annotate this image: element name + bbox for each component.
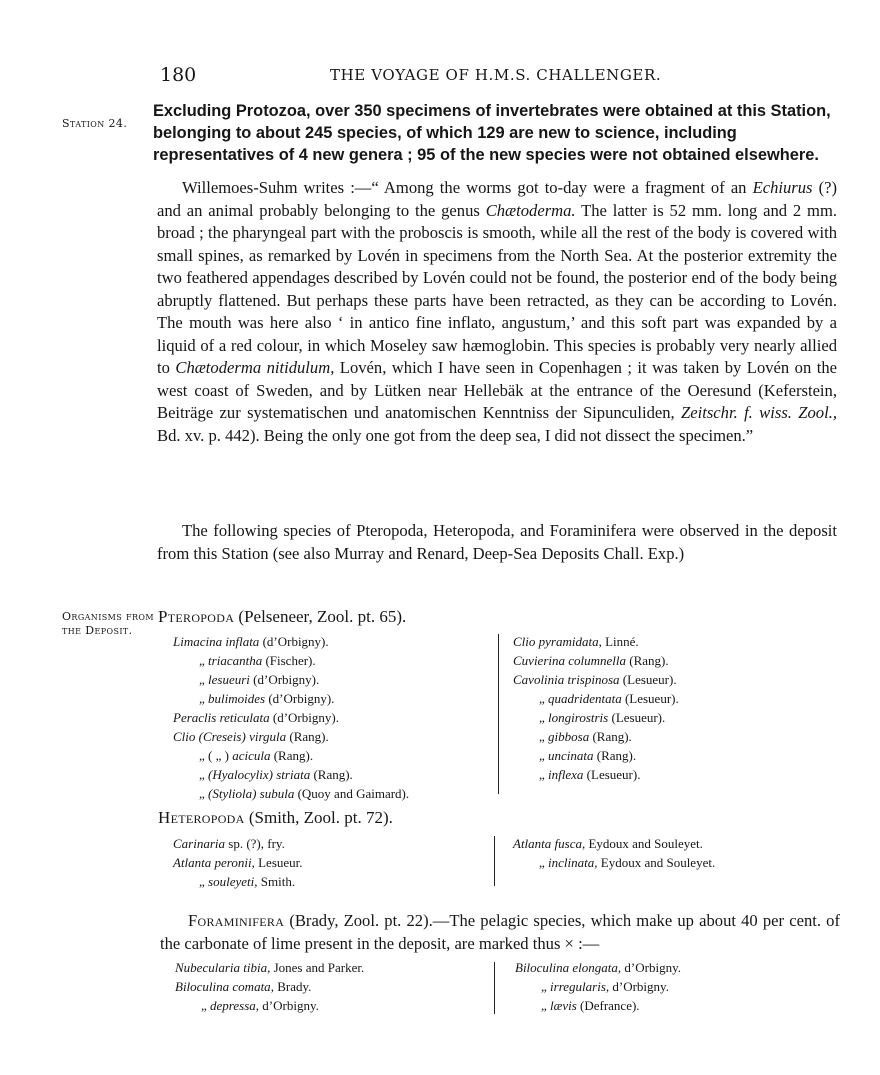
species-entry [513,834,715,853]
ditto-prefix: „ [199,874,209,889]
heading-ref: (Pelseneer, Zool. pt. 65). [234,607,407,626]
species-author: , Jones and Parker. [267,960,365,975]
species-name: Limacina inflata [173,634,260,649]
species-author: , Eydoux and Souleyet. [594,855,716,870]
ditto-prefix: „ [541,979,551,994]
ditto-prefix: „ [199,672,209,687]
species-entry [173,727,409,746]
species-author: (Defrance). [576,998,640,1013]
species-name: Cavolinia trispinosa [513,672,620,687]
heteropoda-left-list [173,834,303,891]
margin-note-line: Organisms from [62,610,154,623]
species-author: , Smith. [254,874,296,889]
species-name: Nubecularia tibia [175,960,268,975]
species-entry [513,670,679,689]
species-author: (Lesueur). [619,672,677,687]
foraminifera-paragraph [160,910,840,955]
species-entry [173,689,409,708]
ditto-prefix: „ [541,998,551,1013]
species-name: bulimoides [208,691,266,706]
species-author: , Lesueur. [251,855,303,870]
species-entry [513,765,679,784]
foraminifera-body: —The pelagic species, which make up about 40 per cent. of the carbonate of lime present in the deposit, are marked thus × :— [160,911,840,953]
species-entry [513,651,679,670]
species-author: (Lesueur). [583,767,641,782]
species-name: lævis [550,998,577,1013]
species-entry [173,784,409,803]
quote-paragraph [157,177,837,447]
ditto-prefix: „ [201,998,211,1013]
species-author: (d’Orbigny). [259,634,329,649]
margin-note-organisms [62,610,154,638]
species-author: (Rang). [310,767,353,782]
species-entry [173,746,409,765]
species-author: , Eydoux and Souleyet. [581,836,703,851]
quote-part: Bd. xv. p. 442). Being the only one got from the deep sea, I did not dissect the specimen.” [157,425,754,445]
species-name: longirostris [548,710,609,725]
foraminifera-text [160,910,840,955]
species-author: , d’Orbigny. [255,998,319,1013]
ditto-prefix: „ [199,767,209,782]
ditto-prefix: „ [539,729,549,744]
foraminifera-right-list [515,958,681,1015]
running-title: THE VOYAGE OF H.M.S. CHALLENGER. [330,66,662,84]
species-entry [513,746,679,765]
species-entry [513,853,715,872]
heading-group: Foraminifera [188,911,285,930]
species-name: uncinata [548,748,594,763]
species-author: (Lesueur). [608,710,666,725]
species-name: Cuvierina columnella [513,653,627,668]
pteropoda-right-list [513,632,679,784]
species-name: acicula [232,748,271,763]
species-entry [513,689,679,708]
species-entry [515,958,681,977]
species-name: (Styliola) subula [208,786,295,801]
margin-note-line: the Deposit. [62,624,133,637]
species-name: (Hyalocylix) striata [208,767,311,782]
species-entry [173,670,409,689]
species-name: inflexa [548,767,584,782]
species-author: , Brady. [270,979,312,994]
species-entry [173,834,303,853]
heading-ref: (Brady, Zool. pt. 22). [284,911,433,930]
species-entry [175,958,364,977]
species-name: Atlanta fusca [513,836,582,851]
margin-note-station: Station 24. [62,117,128,130]
pteropoda-heading [158,607,406,627]
species-entry [513,708,679,727]
species-name: inclinata [548,855,595,870]
heteropoda-heading [158,808,393,828]
quote-italic: Chætoderma nitidulum, [175,358,335,377]
ditto-prefix: „ [539,767,549,782]
ditto-prefix: „ [199,691,209,706]
species-entry [175,996,364,1015]
quote-part: Willemoes-Suhm writes :—“ Among the worms got to-day were a fragment of an [182,178,753,197]
column-divider [494,836,495,886]
species-name: Biloculina comata [175,979,271,994]
species-author: (Fischer). [262,653,316,668]
species-entry [173,651,409,670]
species-name: Carinaria [173,836,226,851]
species-author: (Rang). [270,748,314,763]
species-author: , d’Orbigny. [617,960,681,975]
quote-text [157,177,837,447]
species-author: (Quoy and Gaimard). [294,786,410,801]
column-divider [498,634,499,794]
ditto-prefix: „ [539,855,549,870]
pteropoda-left-list [173,632,409,803]
heading-group: Pteropoda [158,607,235,626]
species-author: (Rang). [626,653,669,668]
ditto-prefix: „ [539,691,549,706]
heading-group: Heteropoda [158,808,245,827]
heading-ref: (Smith, Zool. pt. 72). [244,808,393,827]
species-entry [175,977,364,996]
species-entry [173,853,303,872]
species-name: Peraclis reticulata [173,710,270,725]
species-entry [173,872,303,891]
ditto-prefix: „ [199,653,209,668]
station-summary [153,100,843,166]
quote-part: The latter is 52 mm. long and 2 mm. broad ; the pharyngeal part with the proboscis is smooth, while all the rest of the body is covered with small spines, as remarked by Lovén in specimens from the North Sea. At the posterior extremity the two feathered appendages described by Lovén could not be found, the posterior end of the body being abruptly flattened. But perhaps these parts have been retracted, as they can be according to Lovén. The mouth was here also ‘ in antico fine inflato, angustum,’ and this soft part was expanded by a liquid of a red colour, in which Moseley saw hæmoglobin. This species is probably very nearly allied to [157,200,837,377]
following-paragraph [157,520,837,565]
column-divider [494,962,495,1014]
species-name: Biloculina elongata [515,960,618,975]
species-author: (d’Orbigny). [249,672,320,687]
species-name: irregularis [550,979,606,994]
foraminifera-left-list [175,958,364,1015]
species-author: , d’Orbigny. [605,979,669,994]
summary-text: Excluding Protozoa, over 350 specimens of invertebrates were obtained at this Station, belonging to about 245 species, of which 129 are new to science, including representatives of 4 new genera ; 95 of the new species were not obtained elsewhere. [153,102,831,164]
heteropoda-right-list [513,834,715,872]
ditto-prefix: „ [199,786,209,801]
quote-italic: Echiurus [752,178,813,197]
ditto-prefix: „ [539,710,549,725]
species-name: Clio (Creseis) virgula [173,729,287,744]
species-name: souleyeti [208,874,255,889]
species-author: (Lesueur). [621,691,679,706]
species-name: gibbosa [548,729,590,744]
species-entry [173,708,409,727]
species-entry [173,632,409,651]
species-entry [513,632,679,651]
species-name: Clio pyramidata [513,634,599,649]
species-entry [515,996,681,1015]
species-author: , Linné. [598,634,639,649]
species-entry [173,765,409,784]
species-entry [513,727,679,746]
quote-part: Lovén, which I have seen in Copenhagen ; it was taken by Lovén on the west coast of Sweden, and by Lütken near Hellebäk at the entrance of the Oeresund (Keferstein, Beiträge zur systematischen und anatomischen Kenntniss der Sipunculiden, [157,358,837,422]
species-author: sp. (?), fry. [225,836,285,851]
species-entry [515,977,681,996]
following-text: The following species of Pteropoda, Heteropoda, and Foraminifera were observed in the deposit from this Station (see also Murray and Renard, Deep-Sea Deposits Chall. Exp.) [157,521,837,563]
species-author: (d’Orbigny). [265,691,335,706]
quote-italic: Zeitschr. f. wiss. Zool., [681,403,837,422]
species-name: quadridentata [548,691,622,706]
quote-part: (?) and an animal probably belonging to the genus [157,178,837,220]
species-author: (Rang). [286,729,329,744]
ditto-prefix: „ [539,748,549,763]
species-name: triacantha [208,653,263,668]
species-name: Atlanta peronii [173,855,252,870]
ditto-prefix: „ ( „ ) [199,748,233,763]
species-name: depressa [210,998,256,1013]
species-author: (Rang). [589,729,632,744]
species-name: lesueuri [208,672,250,687]
species-author: (d’Orbigny). [269,710,339,725]
page-number: 180 [160,64,197,86]
quote-italic: Chætoderma. [485,200,576,220]
species-author: (Rang). [593,748,637,763]
